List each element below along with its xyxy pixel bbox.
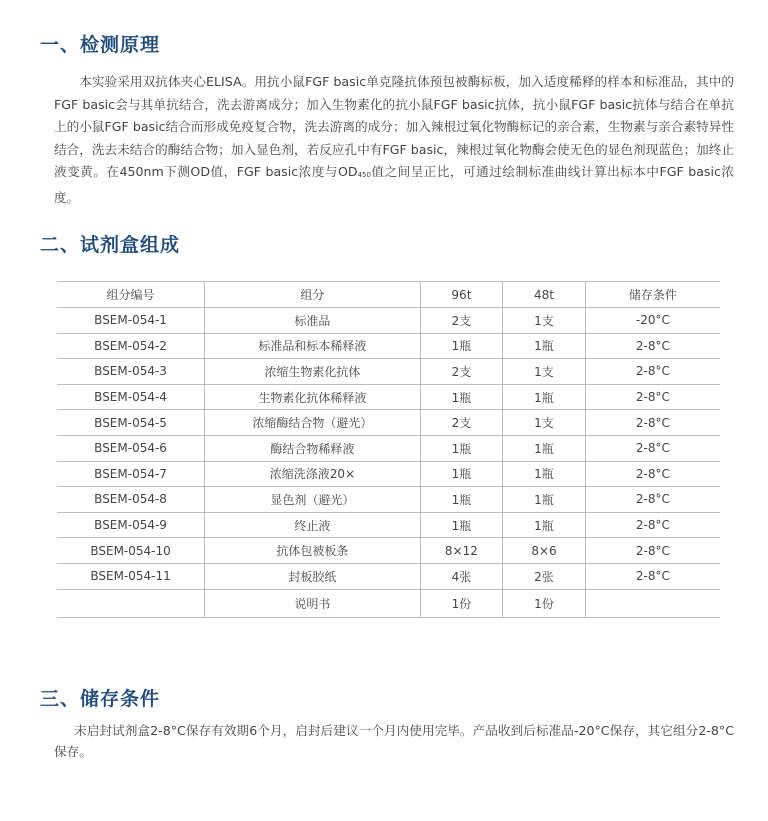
cell-name: 浓缩洗涤液20×: [205, 461, 420, 487]
cell-code: BSEM-054-5: [57, 410, 205, 436]
cell-48t: 1瓶: [503, 384, 586, 410]
cell-code: BSEM-054-2: [57, 333, 205, 359]
cell-code: BSEM-054-11: [57, 563, 205, 589]
cell-48t: 1瓶: [503, 333, 586, 359]
cell-name: 封板胶纸: [205, 563, 420, 589]
cell-code: BSEM-054-8: [57, 487, 205, 513]
table-row: [57, 487, 720, 513]
cell-code: BSEM-054-3: [57, 359, 205, 385]
cell-96t: 1瓶: [420, 435, 503, 461]
cell-96t: 2支: [420, 410, 503, 436]
cell-48t: 1瓶: [503, 487, 586, 513]
cell-name: 抗体包被板条: [205, 538, 420, 564]
table-row: [57, 359, 720, 385]
cell-96t: 1瓶: [420, 384, 503, 410]
cell-code: BSEM-054-6: [57, 435, 205, 461]
storage-paragraph: 未启封试剂盒2-8°C保存有效期6个月，启封后建议一个月内使用完毕。产品收到后标准品-20°C保存，其它组分2-8°C保存。: [54, 723, 734, 759]
cell-storage: 2-8°C: [585, 487, 720, 513]
cell-96t: 1瓶: [420, 461, 503, 487]
cell-name: 说明书: [205, 589, 420, 617]
col-header-storage: 储存条件: [585, 282, 720, 308]
cell-name: 浓缩酶结合物（避光）: [205, 410, 420, 436]
cell-48t: 1瓶: [503, 435, 586, 461]
cell-96t: 1瓶: [420, 333, 503, 359]
cell-96t: 2支: [420, 359, 503, 385]
table-header-row: [57, 282, 720, 308]
cell-48t: 1支: [503, 410, 586, 436]
table-row: [57, 435, 720, 461]
principle-text-part2: 值之间呈正比，可通过绘制标准曲线计算出标本中FGF basic浓度。: [54, 164, 735, 205]
cell-storage: 2-8°C: [585, 512, 720, 538]
cell-48t: 1支: [503, 308, 586, 334]
col-header-96t: 96t: [420, 282, 503, 308]
cell-storage: 2-8°C: [585, 384, 720, 410]
principle-paragraph: [54, 71, 734, 210]
cell-48t: 1瓶: [503, 512, 586, 538]
cell-code: BSEM-054-10: [57, 538, 205, 564]
cell-storage: 2-8°C: [585, 563, 720, 589]
cell-storage: -20°C: [585, 308, 720, 334]
table-row: [57, 538, 720, 564]
table-row: [57, 333, 720, 359]
cell-96t: 8×12: [420, 538, 503, 564]
cell-storage: [585, 589, 720, 617]
cell-storage: 2-8°C: [585, 333, 720, 359]
cell-48t: 1瓶: [503, 461, 586, 487]
cell-storage: 2-8°C: [585, 538, 720, 564]
cell-code: BSEM-054-7: [57, 461, 205, 487]
cell-name: 酶结合物稀释液: [205, 435, 420, 461]
cell-96t: 1份: [420, 589, 503, 617]
cell-96t: 2支: [420, 308, 503, 334]
cell-code: [57, 589, 205, 617]
kit-components-table: [57, 281, 720, 618]
table-row: [57, 384, 720, 410]
section-title-storage: 三、储存条件: [40, 688, 161, 710]
cell-96t: 1瓶: [420, 512, 503, 538]
section-title-kit: 二、试剂盒组成: [40, 234, 181, 256]
cell-48t: 1份: [503, 589, 586, 617]
cell-48t: 2张: [503, 563, 586, 589]
table-row: [57, 308, 720, 334]
cell-name: 终止液: [205, 512, 420, 538]
principle-text-part1: 本实验采用双抗体夹心ELISA。用抗小鼠FGF basic单克隆抗体预包被酶标板，加入适度稀释的样本和标准品，其中的FGF basic会与其单抗结合，洗去游离成分；加入生物素化的抗小鼠FGF basic抗体，抗小鼠FGF basic抗体与结合在单抗上的小鼠FGF basic结合而形成免疫复合物，洗去游离的成分；加入辣根过氧化物酶标记的亲合素，生物素与亲合素特异性结合，洗去未结合的酶结合物；加入显色剂，若反应孔中有FGF basic，辣根过氧化物酶会使无色的显色剂现蓝色；加终止液变黄。在450nm下测OD值，FGF basic浓度与OD: [54, 74, 734, 180]
cell-code: BSEM-054-9: [57, 512, 205, 538]
cell-code: BSEM-054-1: [57, 308, 205, 334]
cell-storage: 2-8°C: [585, 359, 720, 385]
cell-name: 标准品: [205, 308, 420, 334]
cell-96t: 4张: [420, 563, 503, 589]
cell-name: 生物素化抗体稀释液: [205, 384, 420, 410]
table-row: [57, 589, 720, 617]
cell-code: BSEM-054-4: [57, 384, 205, 410]
table-row: [57, 512, 720, 538]
cell-48t: 8×6: [503, 538, 586, 564]
cell-name: 浓缩生物素化抗体: [205, 359, 420, 385]
cell-48t: 1支: [503, 359, 586, 385]
table-row: [57, 563, 720, 589]
col-header-48t: 48t: [503, 282, 586, 308]
cell-96t: 1瓶: [420, 487, 503, 513]
table-row: [57, 410, 720, 436]
section-title-principle: 一、检测原理: [40, 34, 161, 56]
od-subscript: 450: [357, 171, 371, 180]
cell-name: 标准品和标本稀释液: [205, 333, 420, 359]
cell-storage: 2-8°C: [585, 461, 720, 487]
col-header-name: 组分: [205, 282, 420, 308]
cell-storage: 2-8°C: [585, 435, 720, 461]
col-header-code: 组分编号: [57, 282, 205, 308]
table-row: [57, 461, 720, 487]
cell-name: 显色剂（避光）: [205, 487, 420, 513]
cell-storage: 2-8°C: [585, 410, 720, 436]
